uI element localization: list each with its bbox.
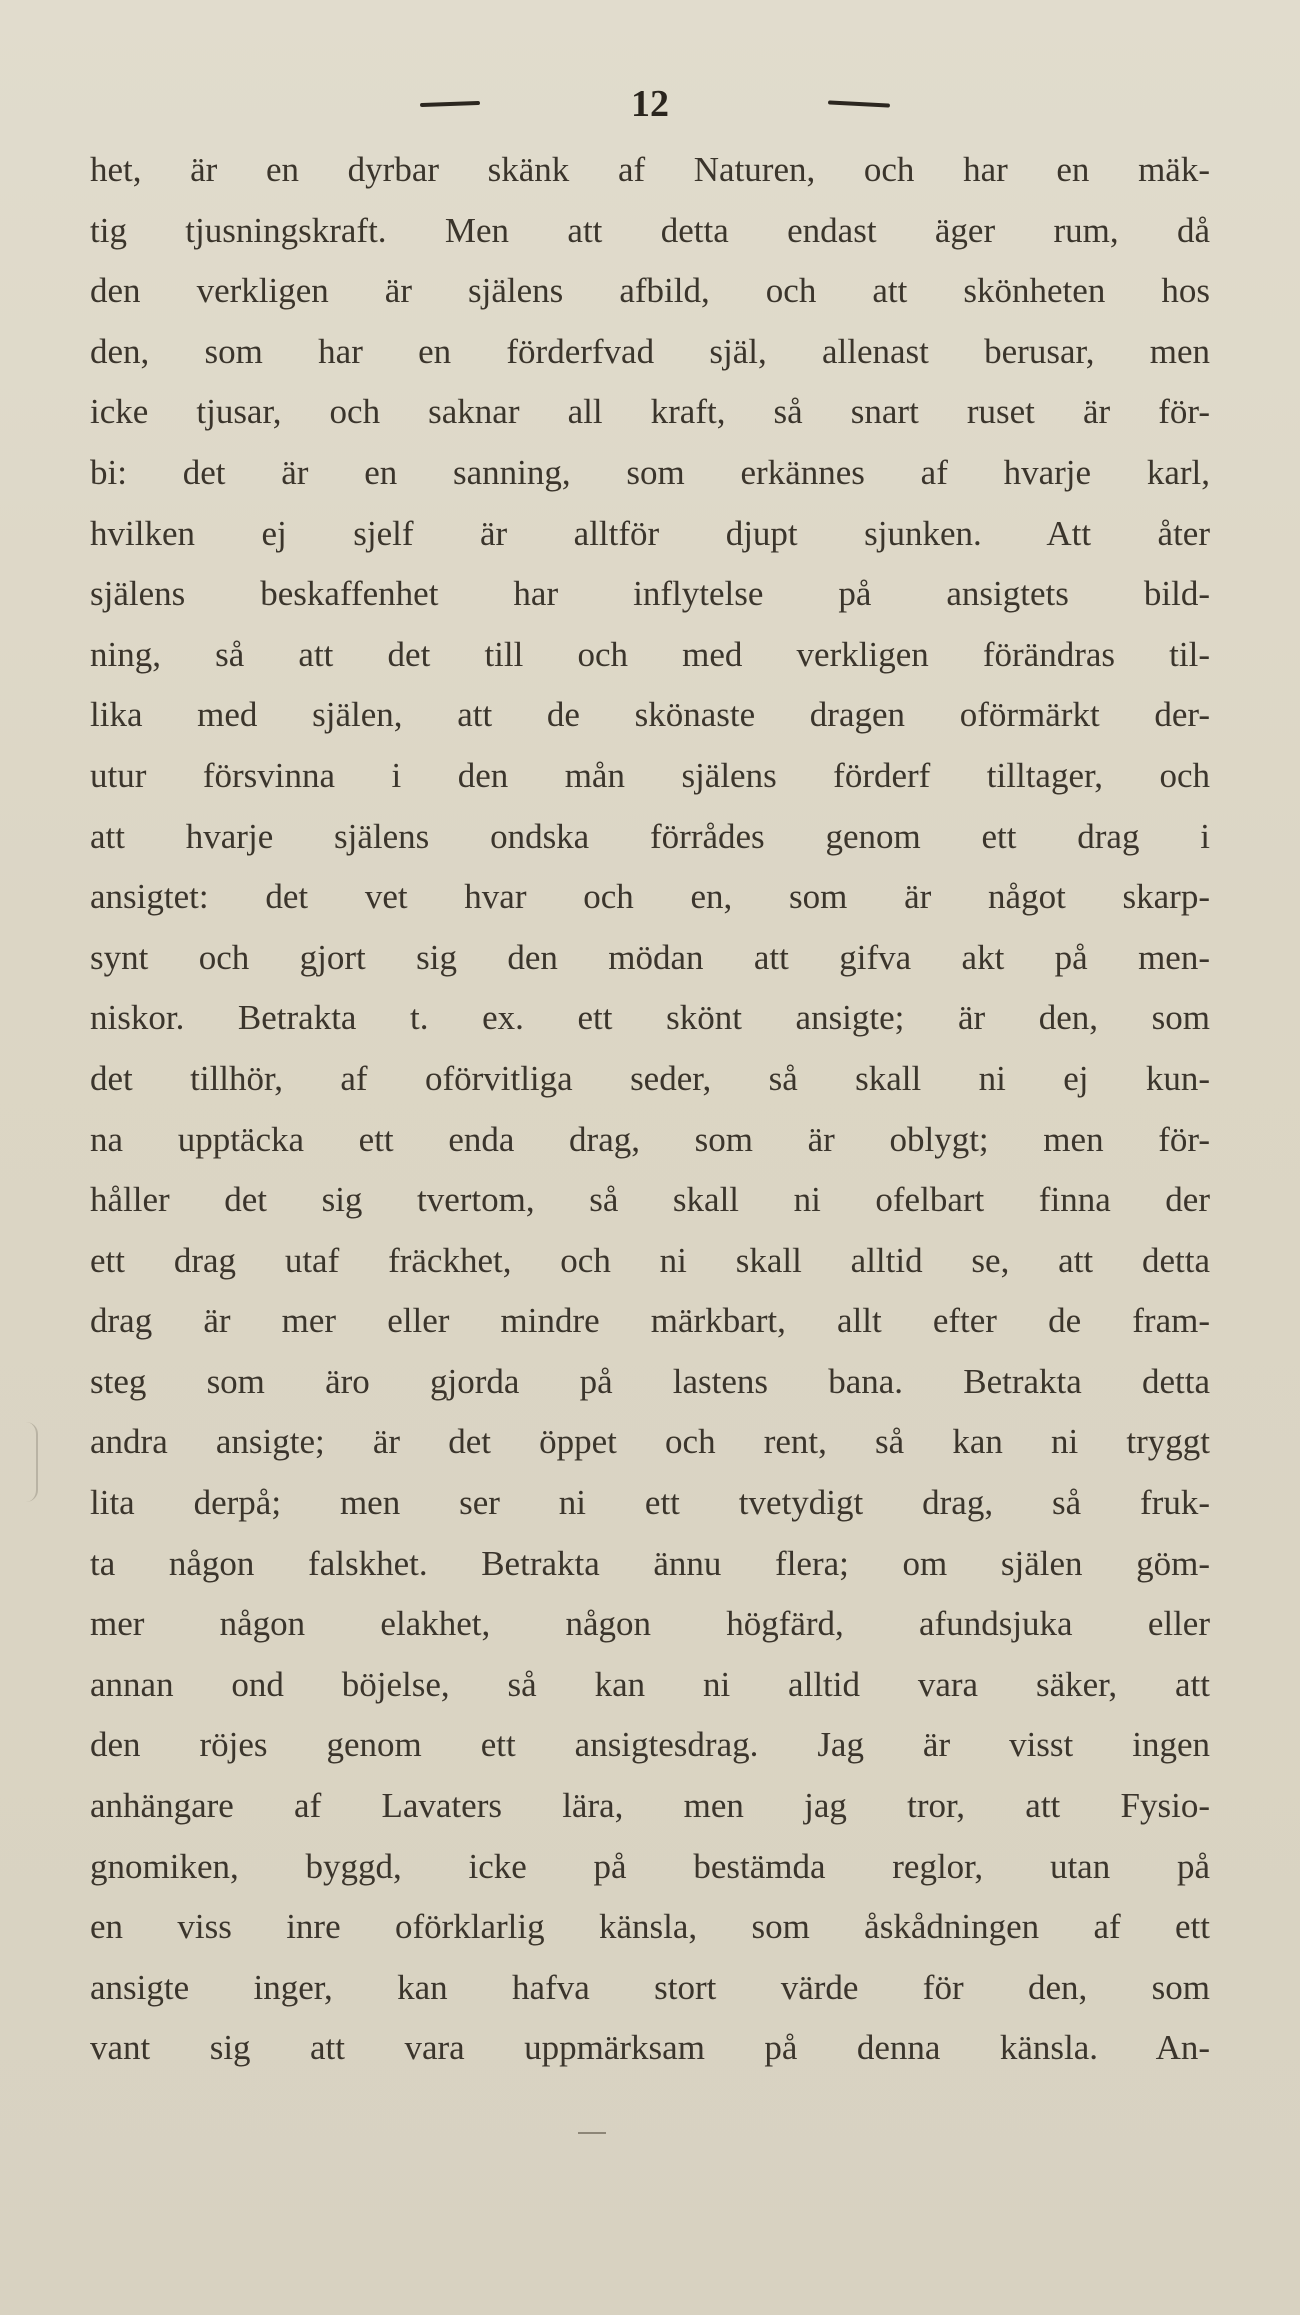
- text-line: drag är mer eller mindre märkbart, allt efter de fram-: [90, 1301, 1210, 1341]
- text-line: ett drag utaf fräckhet, och ni skall alltid se, att detta: [90, 1240, 1210, 1280]
- text-line: hvilken ej sjelf är alltför djupt sjunken. Att åter: [90, 513, 1210, 553]
- body-text: [90, 140, 1210, 2079]
- text-line: steg som äro gjorda på lastens bana. Betrakta detta: [90, 1361, 1210, 1401]
- text-line: na upptäcka ett enda drag, som är oblygt; men för-: [90, 1119, 1210, 1159]
- text-line: själens beskaffenhet har inflytelse på ansigtets bild-: [90, 574, 1210, 614]
- text-line: lita derpå; men ser ni ett tvetydigt drag, så fruk-: [90, 1483, 1210, 1523]
- printer-mark: [578, 2132, 606, 2134]
- text-line: ansigtet: det vet hvar och en, som är något skarp-: [90, 877, 1210, 917]
- text-line: lika med själen, att de skönaste dragen oförmärkt der-: [90, 695, 1210, 735]
- text-line: ansigte inger, kan hafva stort värde för den, som: [90, 1967, 1210, 2007]
- text-line: den verkligen är själens afbild, och att skönheten hos: [90, 271, 1210, 311]
- text-line: ning, så att det till och med verkligen förändras til-: [90, 634, 1210, 674]
- text-line: det tillhör, af oförvitliga seder, så skall ni ej kun-: [90, 1058, 1210, 1098]
- text-line: mer någon elakhet, någon högfärd, afundsjuka eller: [90, 1604, 1210, 1644]
- text-line: en viss inre oförklarlig känsla, som åskådningen af ett: [90, 1907, 1210, 1947]
- page-edge-shadow: [26, 1422, 38, 1502]
- text-line: ta någon falskhet. Betrakta ännu flera; om själen göm-: [90, 1543, 1210, 1583]
- text-line: utur försvinna i den mån själens förderf tilltager, och: [90, 755, 1210, 795]
- text-line: annan ond böjelse, så kan ni alltid vara säker, att: [90, 1664, 1210, 1704]
- text-line: anhängare af Lavaters lära, men jag tror, att Fysio-: [90, 1786, 1210, 1826]
- ornament-dash-right: [828, 100, 890, 107]
- text-line: icke tjusar, och saknar all kraft, så snart ruset är för-: [90, 392, 1210, 432]
- text-line: vant sig att vara uppmärksam på denna känsla. An-: [90, 2028, 1210, 2068]
- text-line: synt och gjort sig den mödan att gifva akt på men-: [90, 937, 1210, 977]
- ornament-dash-left: [420, 101, 480, 107]
- running-head: [0, 82, 1300, 132]
- text-line: bi: det är en sanning, som erkännes af hvarje karl,: [90, 452, 1210, 492]
- text-line: gnomiken, byggd, icke på bestämda reglor, utan på: [90, 1846, 1210, 1886]
- text-line: att hvarje själens ondska förrådes genom ett drag i: [90, 816, 1210, 856]
- text-line: andra ansigte; är det öppet och rent, så kan ni tryggt: [90, 1422, 1210, 1462]
- page-number: 12: [631, 83, 669, 125]
- text-line: niskor. Betrakta t. ex. ett skönt ansigte; är den, som: [90, 998, 1210, 1038]
- text-line: den, som har en förderfvad själ, allenast berusar, men: [90, 331, 1210, 371]
- text-line: tig tjusningskraft. Men att detta endast äger rum, då: [90, 210, 1210, 250]
- text-line: den röjes genom ett ansigtesdrag. Jag är visst ingen: [90, 1725, 1210, 1765]
- text-line: håller det sig tvertom, så skall ni ofelbart finna der: [90, 1180, 1210, 1220]
- text-line: het, är en dyrbar skänk af Naturen, och har en mäk-: [90, 150, 1210, 189]
